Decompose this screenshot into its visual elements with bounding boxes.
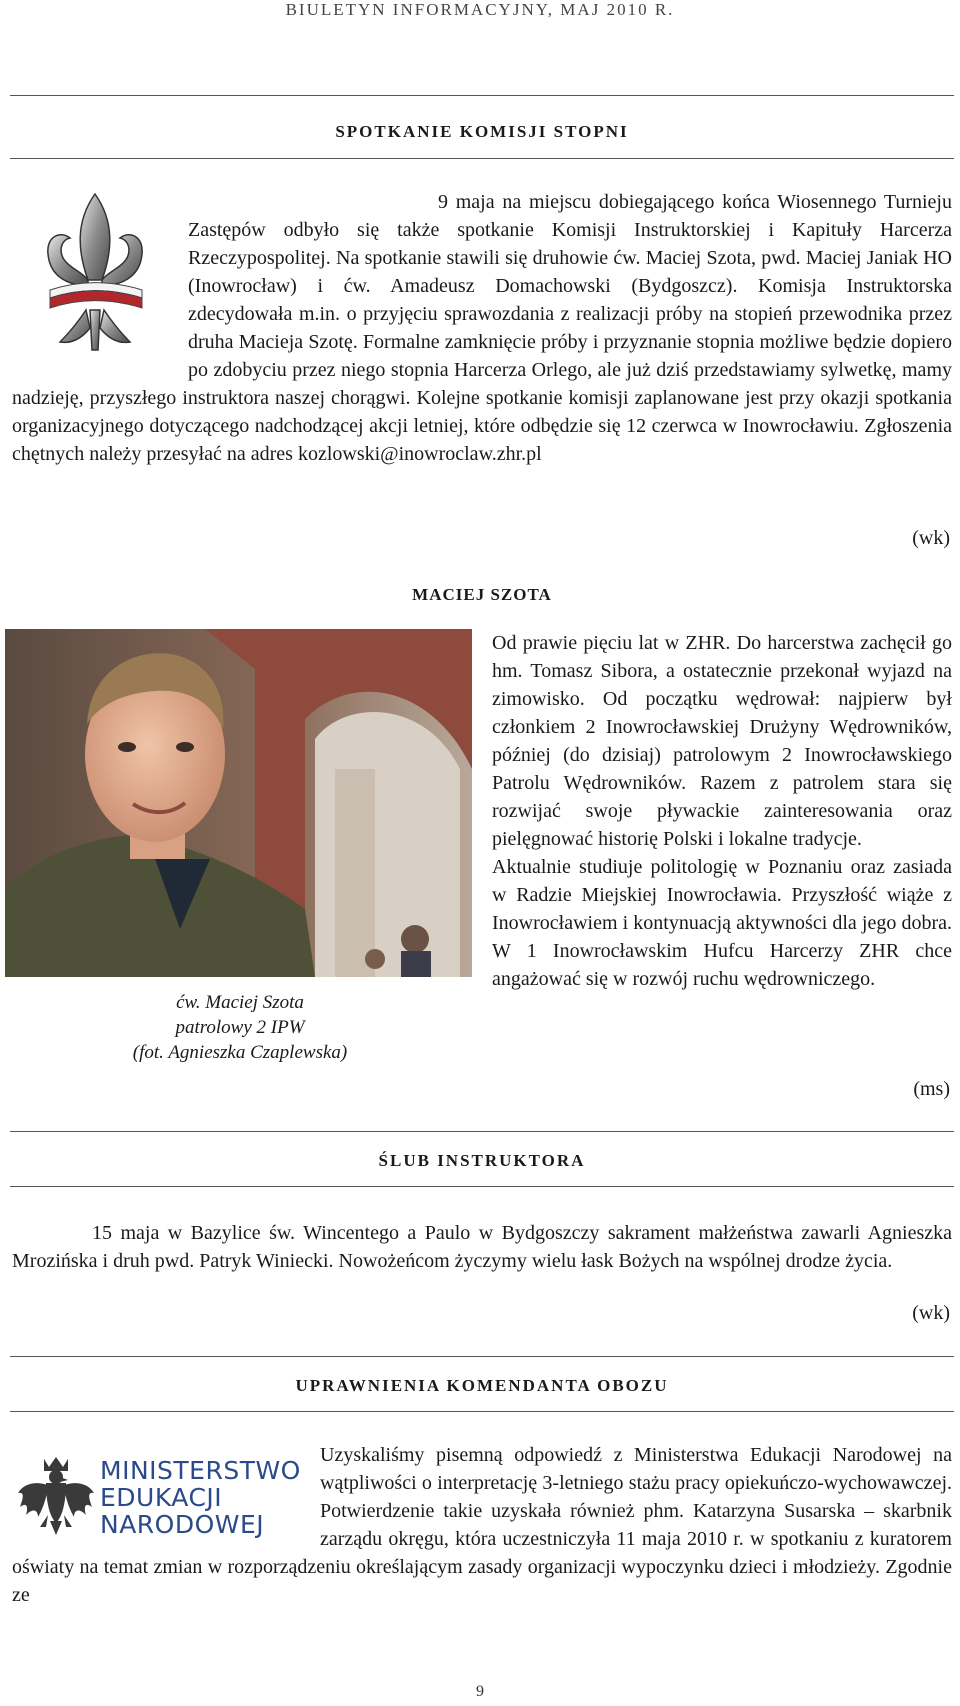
ministry-logo (12, 1441, 320, 1553)
komisja-paragraph-container (12, 188, 952, 468)
section-rule (10, 1411, 954, 1412)
caption-name: ćw. Maciej Szota (176, 992, 304, 1013)
caption-role: patrolowy 2 IPW (175, 1017, 305, 1038)
section-rule (10, 1356, 954, 1357)
uprawnienia-paragraph: Uzyskaliśmy pisemną odpowiedź z Ministerstwa Edukacji Narodowej na wątpliwości o interpretację 3-letniego stażu pracy opiekuńczo-wychowawczej. Potwierdzenie takie uzyskała również phm. Katarzyna Susarska – skarbnik zarządu okręgu, która uczestniczyła 11 maja 2010 r. w spotkaniu z kuratorem oświaty na temat zmian w rozporządzeniu określającym zasady organizacji wypoczynku dzieci i młodzieży. Zgodnie ze (12, 1444, 952, 1606)
section-rule (10, 1131, 954, 1132)
signature-wk: (wk) (912, 527, 950, 549)
szota-paragraph-1: Od prawie pięciu lat w ZHR. Do harcerstwa zachęcił go hm. Tomasz Sibora, a ostatecznie przekonał wyjazd na zimowisko. Od początku wędrował: najpierw był członkiem 2 Inowrocławskiej Drużyny Wędrowników, później (do dzisiaj) patrolowym 2 Inowrocławskiego Patrolu Wędrowników. Razem z patrolem stara się rozwijać swoje pływackie zainteresowania oraz pielęgnować historię Polski i lokalne tradycje. (492, 632, 952, 850)
logo-text-line2: EDUKACJI (100, 1483, 223, 1512)
photo-caption (10, 990, 470, 1065)
page-number: 9 (476, 1683, 484, 1700)
running-header: BIULETYN INFORMACYJNY, MAJ 2010 R. (285, 0, 675, 19)
section-rule (10, 1186, 954, 1187)
signature-wk: (wk) (912, 1302, 950, 1324)
section-title-komisja: SPOTKANIE KOMISJI STOPNI (335, 122, 629, 141)
section-rule (10, 158, 954, 159)
signature-ms: (ms) (913, 1078, 950, 1100)
section-title-slub: ŚLUB INSTRUKTORA (378, 1151, 586, 1170)
section-title-szota: MACIEJ SZOTA (412, 585, 552, 604)
slub-paragraph: 15 maja w Bazylice św. Wincentego a Paulo w Bydgoszczy sakrament małżeństwa zawarli Agnieszka Mrozińska i druh pwd. Patryk Winiecki. Nowożeńcom życzymy wielu łask Bożych na wspólnej drodze życia. (12, 1222, 952, 1272)
polish-eagle-icon (16, 1453, 96, 1537)
portrait-photo (5, 629, 472, 977)
caption-credit: (fot. Agnieszka Czaplewska) (132, 1042, 348, 1063)
uprawnienia-paragraph-container (12, 1441, 952, 1609)
section-rule (10, 95, 954, 96)
komisja-paragraph: 9 maja na miejscu dobiegającego końca Wiosennego Turnieju Zastępów odbyło się także spotkanie Komisji Instruktorskiej i Kapituły Harcerza Rzeczypospolitej. Na spotkanie stawili się druhowie ćw. Maciej Szota, pwd. Maciej Janiak HO (Inowrocław) i ćw. Amadeusz Domachowski (Bydgoszcz). Komisja Instruktorska zdecydowała m.in. o przyjęciu sprawozdania z realizacji próby na stopień przewodnika przez druha Macieja Szotę. Formalne zamknięcie próby i przyznanie stopnia możliwe będzie dopiero po zdobyciu przez niego stopnia Harcerza Orlego, ale już dziś przedstawiamy sylwetkę, mamy nadzieję, przyszłego instruktora naszej chorągwi. Kolejne spotkanie komisji zaplanowane jest przy okazji spotkania organizacyjnego dotyczącego nadchodzącej akcji letniej, które odbędzie się 12 czerwca w Inowrocławiu. Zgłoszenia chętnych należy przesyłać na adres kozlowski@inowroclaw.zhr.pl (12, 191, 952, 465)
szota-bio (492, 629, 952, 993)
szota-paragraph-2: Aktualnie studiuje politologię w Poznaniu oraz zasiada w Radzie Miejskiej Inowrocławia. Przyszłość wiąże z Inowrocławiem i kontynuacją aktywności dla jego dobra. W 1 Inowrocławskim Hufcu Harcerzy ZHR chce angażować się w rozwój ruchu wędrowniczego. (492, 856, 952, 990)
fleur-de-lis-icon (12, 188, 188, 378)
logo-text-line3: NARODOWEJ (100, 1510, 265, 1539)
logo-text-line1: MINISTERSTWO (100, 1456, 301, 1485)
section-title-uprawnienia: UPRAWNIENIA KOMENDANTA OBOZU (295, 1376, 669, 1395)
slub-paragraph-container (12, 1219, 952, 1275)
